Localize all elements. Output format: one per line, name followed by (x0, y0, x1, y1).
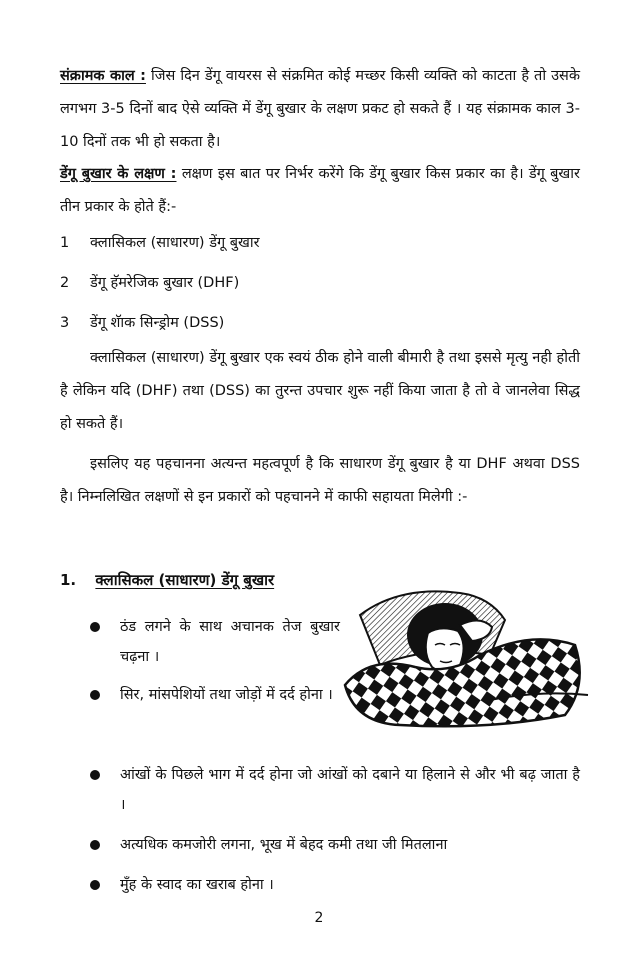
heading-symptoms: डेंगू बुखार के लक्षण : (60, 166, 177, 182)
bullet-item-2 (90, 680, 340, 740)
sick-person-illustration (340, 575, 590, 730)
bullet-item-4 (90, 830, 580, 860)
bullet-item-1 (90, 612, 340, 672)
section-title-text: क्लासिकल (साधारण) डेंगू बुखार (95, 571, 275, 589)
list-label: क्लासिकल (साधारण) डेंगू बुखार (90, 235, 260, 251)
heading-infection-period: संक्रामक काल : (60, 68, 146, 84)
bullet-text: अत्यधिक कमजोरी लगना, भूख में बेहद कमी तथा जी मितलाना (120, 837, 448, 853)
symptoms-text: लक्षण इस बात पर निर्भर करेंगे कि डेंगू बुखार किस प्रकार का है। डेंगू बुखार तीन प्रकार के होते हैं:- (60, 166, 580, 215)
section-number: 1. (60, 571, 77, 589)
bullet-dot-icon (90, 770, 100, 780)
list-number: 2 (60, 275, 70, 291)
paragraph-infection-period (60, 60, 580, 159)
bullet-dot-icon (90, 622, 100, 632)
list-number: 3 (60, 315, 70, 331)
paragraph-identification: इसलिए यह पहचानना अत्यन्त महत्वपूर्ण है कि साधारण डेंगू बुखार है या DHF अथवा DSS है। निम्नलिखित लक्षणों से इन प्रकारों को पहचानने में काफी सहायता मिलेगी :- (60, 456, 580, 505)
paragraph-classical-info: क्लासिकल (साधारण) डेंगू बुखार एक स्वयं ठीक होने वाली बीमारी है तथा इससे मृत्यु नही होती है लेकिन यदि (DHF) तथा (DSS) का तुरन्त उपचार शुरू नहीं किया जाता है तो वे जानलेवा सिद्ध हो सकते हैं। (60, 350, 580, 432)
bullet-text: आंखों के पिछले भाग में दर्द होना जो आंखों को दबाने या हिलाने से और भी बढ़ जाता है । (120, 767, 580, 813)
bullet-text: सिर, मांसपेशियों तथा जोड़ों में दर्द होना । (120, 687, 333, 703)
bullet-dot-icon (90, 840, 100, 850)
infection-period-text: जिस दिन डेंगू वायरस से संक्रमित कोई मच्छर किसी व्यक्ति को काटता है तो उसके लगभग 3-5 दिनों बाद ऐसे व्यक्ति में डेंगू बुखार के लक्षण प्रकट हो सकते हैं । यह संक्रामक काल 3-10 दिनों तक भी हो सकता है। (60, 68, 580, 150)
list-label: डेंगू शॅाक सिन्ड्रोम (DSS) (90, 315, 225, 331)
list-item-type-1 (60, 232, 260, 254)
bullet-item-5 (90, 870, 580, 900)
list-number: 1 (60, 235, 70, 251)
bullet-text: मुँह के स्वाद का खराब होना । (120, 877, 274, 893)
list-item-type-2 (60, 272, 239, 294)
list-item-type-3 (60, 312, 224, 334)
section-title-classical (60, 570, 274, 590)
page-number: 2 (314, 910, 324, 926)
bullet-dot-icon (90, 690, 100, 700)
list-label: डेंगू हॅमरेजिक बुखार (DHF) (90, 275, 240, 291)
paragraph-symptoms (60, 158, 580, 224)
bullet-item-3 (90, 760, 580, 820)
bullet-dot-icon (90, 880, 100, 890)
bullet-text: ठंड लगने के साथ अचानक तेज बुखार चढ़ना । (120, 619, 340, 665)
